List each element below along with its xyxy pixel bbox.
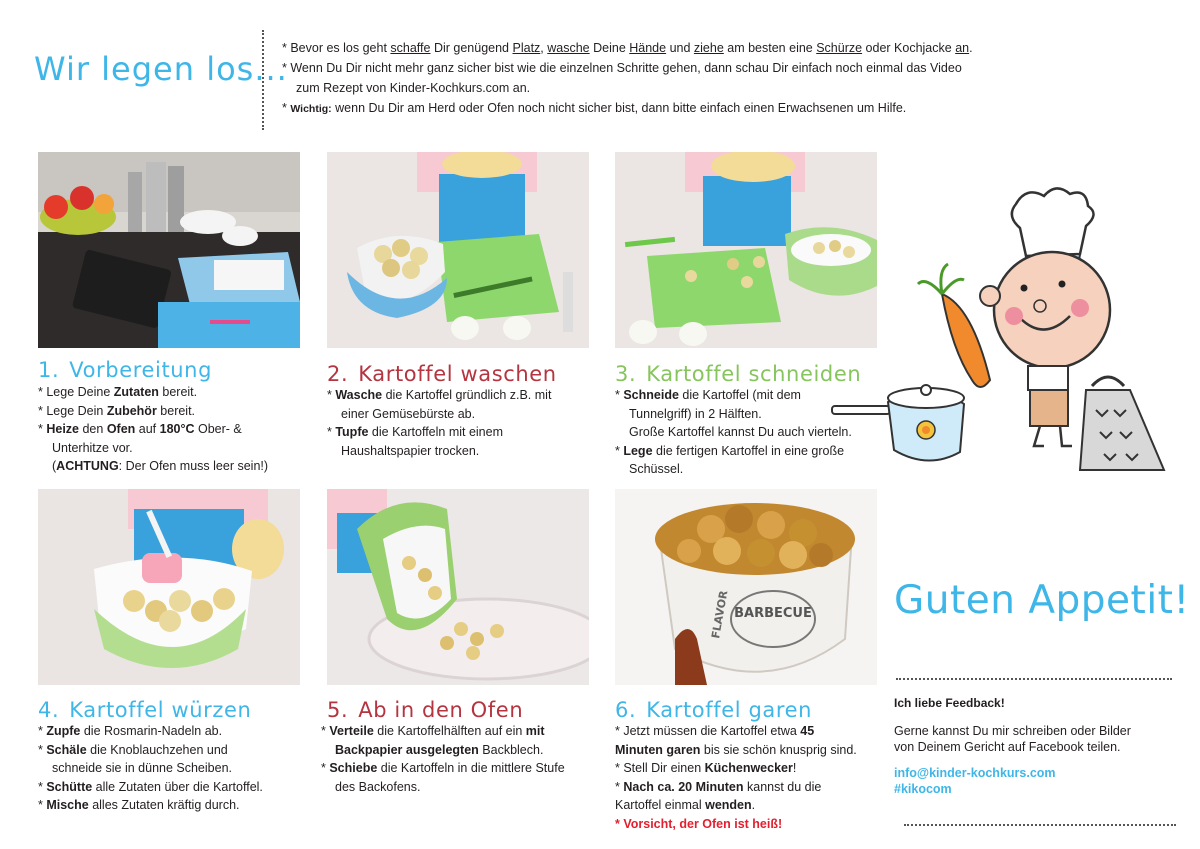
step-number: 1. xyxy=(38,358,60,382)
step-5-body xyxy=(321,722,601,796)
hashtag-link[interactable]: #kikocom xyxy=(894,782,952,796)
step-4-title xyxy=(38,698,251,722)
intro-text-part: , xyxy=(540,41,548,55)
step-text: Ober- & xyxy=(194,422,242,437)
step-text: kannst du die xyxy=(743,779,822,794)
step-text: den xyxy=(79,422,107,437)
step-number: 3. xyxy=(615,362,637,386)
step-text: * Lege Deine xyxy=(38,385,114,399)
step-bold: ACHTUNG xyxy=(56,459,119,474)
intro-line-2b: zum Rezept von Kinder-Kochkurs.com an. xyxy=(296,81,531,95)
step-bold: Wasche xyxy=(335,388,383,402)
step-bold: 45 xyxy=(800,724,815,738)
step-bold: Ofen xyxy=(106,422,136,437)
step-text: . xyxy=(751,798,756,813)
step-title-text: Kartoffel würzen xyxy=(69,698,252,722)
step-5-title xyxy=(327,698,523,722)
step-text: * xyxy=(327,425,336,440)
step-text: die Kartoffel gründlich z.B. mit xyxy=(382,388,552,402)
step-title-text: Kartoffel waschen xyxy=(358,362,557,386)
step-text: * xyxy=(38,779,47,794)
step-text: bis sie schön knusprig sind. xyxy=(700,742,857,757)
step-text: die Kartoffel (mit dem xyxy=(678,388,801,402)
step-line: einer Gemüsebürste ab. xyxy=(341,406,476,421)
step-line: Große Kartoffel kannst Du auch vierteln. xyxy=(629,425,852,440)
step-1-body xyxy=(38,383,308,476)
step-3-body xyxy=(615,386,895,479)
step-line xyxy=(615,741,895,760)
step-line xyxy=(327,386,597,405)
step-text: * xyxy=(38,422,47,437)
step-text: die fertigen Kartoffel in eine große xyxy=(652,443,845,458)
step-3-title xyxy=(615,362,861,386)
divider-top xyxy=(896,678,1172,680)
step-text: * Lege Dein xyxy=(38,403,107,418)
step-bold: Zutaten xyxy=(113,385,159,399)
step-text: Backblech. xyxy=(478,742,544,757)
photo-step-2 xyxy=(327,152,589,348)
step-2-title xyxy=(327,362,557,386)
step-2-body xyxy=(327,386,597,460)
step-line xyxy=(321,722,601,741)
step-line xyxy=(615,386,895,405)
step-bold: Minuten garen xyxy=(615,742,701,757)
step-bold: Verteile xyxy=(329,724,374,738)
intro-underlined: schaffe xyxy=(390,41,431,55)
intro-bold: Wichtig: xyxy=(290,103,332,115)
intro-text-part: * xyxy=(282,101,291,115)
intro-underlined: an xyxy=(955,41,970,55)
photo-bowl-brand: BARBECUE xyxy=(734,606,812,621)
step-text: * xyxy=(38,798,47,813)
step-text: die Kartoffeln in die mittlere Stufe xyxy=(377,761,565,776)
step-text: bereit. xyxy=(158,385,198,399)
feedback-heading: Ich liebe Feedback! xyxy=(894,696,1005,710)
step-line xyxy=(615,759,895,778)
step-text: die Rosmarin-Nadeln ab. xyxy=(80,724,223,738)
step-line xyxy=(38,722,308,741)
step-line xyxy=(321,741,601,760)
step-text: die Kartoffelhälften auf ein xyxy=(373,724,526,738)
step-line xyxy=(38,402,308,421)
step-line xyxy=(38,796,308,815)
step-text: ( xyxy=(52,459,57,474)
feedback-line: Gerne kannst Du mir schreiben oder Bilder xyxy=(894,724,1131,738)
step-number: 4. xyxy=(38,698,60,722)
divider-bottom xyxy=(904,824,1176,826)
contact-block xyxy=(894,765,1056,797)
feedback-line: von Deinem Gericht auf Facebook teilen. xyxy=(894,740,1121,754)
step-bold: Backpapier ausgelegten xyxy=(335,742,479,757)
photo-step-6 xyxy=(615,489,877,685)
intro-text-part: oder Kochjacke xyxy=(862,41,956,55)
step-text: ! xyxy=(792,761,797,776)
step-line: Tunnelgriff) in 2 Hälften. xyxy=(629,406,762,421)
step-text: auf xyxy=(135,422,160,437)
step-bold: Schiebe xyxy=(329,761,378,776)
step-text: die Knoblauchzehen und xyxy=(86,742,228,757)
step-bold: wenden xyxy=(705,798,752,813)
step-number: 2. xyxy=(327,362,349,386)
vertical-divider xyxy=(262,30,264,130)
step-4-body xyxy=(38,722,308,815)
step-text: bereit. xyxy=(156,403,196,418)
step-text: Kartoffel einmal xyxy=(615,798,706,813)
step-text: * xyxy=(38,724,47,738)
step-bold: Nach ca. 20 Minuten xyxy=(623,779,744,794)
intro-underlined: Platz xyxy=(512,41,541,55)
step-line: Schüssel. xyxy=(629,462,684,477)
step-line xyxy=(38,741,308,760)
step-bold: mit xyxy=(525,724,545,738)
intro-text-part: Deine xyxy=(589,41,630,55)
appetit-heading: Guten Appetit! xyxy=(894,578,1190,623)
intro-text-part: und xyxy=(666,41,694,55)
step-line xyxy=(615,722,895,741)
step-line xyxy=(321,759,601,778)
step-bold: 180°C xyxy=(159,422,195,437)
step-number: 5. xyxy=(327,698,349,722)
step-text: * xyxy=(321,724,330,738)
warning-text: * Vorsicht, der Ofen ist heiß! xyxy=(615,816,783,831)
intro-line-1 xyxy=(282,38,1182,58)
step-6-body xyxy=(615,722,895,834)
step-title-text: Vorbereitung xyxy=(69,358,213,382)
step-text: * xyxy=(615,388,624,402)
step-line: des Backofens. xyxy=(335,779,421,794)
intro-text-part: . xyxy=(969,41,973,55)
step-title-text: Kartoffel schneiden xyxy=(646,362,862,386)
step-title-text: Kartoffel garen xyxy=(646,698,813,722)
step-line xyxy=(38,778,308,797)
email-link[interactable]: info@kinder-kochkurs.com xyxy=(894,766,1056,780)
intro-underlined: ziehe xyxy=(693,41,724,55)
photo-step-1 xyxy=(38,152,300,348)
step-bold: Schneide xyxy=(623,388,679,402)
step-text: * Stell Dir einen xyxy=(615,761,705,776)
step-line: schneide sie in dünne Scheiben. xyxy=(52,761,232,776)
step-text: * xyxy=(615,779,624,794)
intro-underlined: Schürze xyxy=(816,41,863,55)
intro-line-3 xyxy=(282,98,1182,119)
photo-step-5 xyxy=(327,489,589,685)
photo-step-4 xyxy=(38,489,300,685)
step-6-title xyxy=(615,698,812,722)
intro-line-2: * Wenn Du Dir nicht mehr ganz sicher bist wie die einzelnen Schritte gehen, dann schau Dir einfach noch einmal das Video xyxy=(282,61,962,75)
step-text: alles Zutaten kräftig durch. xyxy=(88,798,240,813)
feedback-text xyxy=(894,723,1184,755)
step-text: * xyxy=(615,443,624,458)
intro-text-part: Dir genügend xyxy=(430,41,513,55)
step-line: Haushaltspapier trocken. xyxy=(341,443,480,458)
intro-text-part: * Bevor es los geht xyxy=(282,41,391,55)
step-line xyxy=(38,420,308,439)
step-bold: Tupfe xyxy=(335,425,369,440)
step-bold: Zubehör xyxy=(106,403,157,418)
step-text: alle Zutaten über die Kartoffel. xyxy=(92,779,263,794)
step-bold: Schütte xyxy=(46,779,93,794)
step-text: * xyxy=(327,388,336,402)
photo-bowl-flavor: FLAVOR xyxy=(709,589,731,640)
step-text: : Der Ofen muss leer sein!) xyxy=(118,459,269,474)
step-text: * xyxy=(321,761,330,776)
step-number: 6. xyxy=(615,698,637,722)
step-text: die Kartoffeln mit einem xyxy=(368,425,503,440)
step-line xyxy=(327,423,597,442)
step-bold: Küchenwecker xyxy=(704,761,793,776)
step-line xyxy=(38,457,308,476)
intro-text-part: wenn Du Dir am Herd oder Ofen noch nicht sicher bist, dann bitte einfach einen Erwachsenen um Hilfe. xyxy=(331,101,907,115)
step-bold: Zupfe xyxy=(46,724,81,738)
step-bold: Mische xyxy=(46,798,89,813)
step-line xyxy=(615,778,895,797)
step-line xyxy=(38,383,308,402)
intro-underlined: Hände xyxy=(629,41,667,55)
step-line xyxy=(615,442,895,461)
step-text: * Jetzt müssen die Kartoffel etwa xyxy=(615,724,801,738)
page-title: Wir legen los... xyxy=(34,50,288,88)
step-bold: Heize xyxy=(46,422,79,437)
step-line xyxy=(615,796,895,815)
step-line: Unterhitze vor. xyxy=(52,440,133,455)
step-1-title xyxy=(38,358,212,382)
step-text: * xyxy=(38,742,47,757)
intro-text-part: am besten eine xyxy=(723,41,817,55)
intro-text xyxy=(282,38,1182,119)
step-title-text: Ab in den Ofen xyxy=(358,698,524,722)
intro-underlined: wasche xyxy=(547,41,590,55)
step-bold: Lege xyxy=(623,443,653,458)
step-bold: Schäle xyxy=(46,742,87,757)
